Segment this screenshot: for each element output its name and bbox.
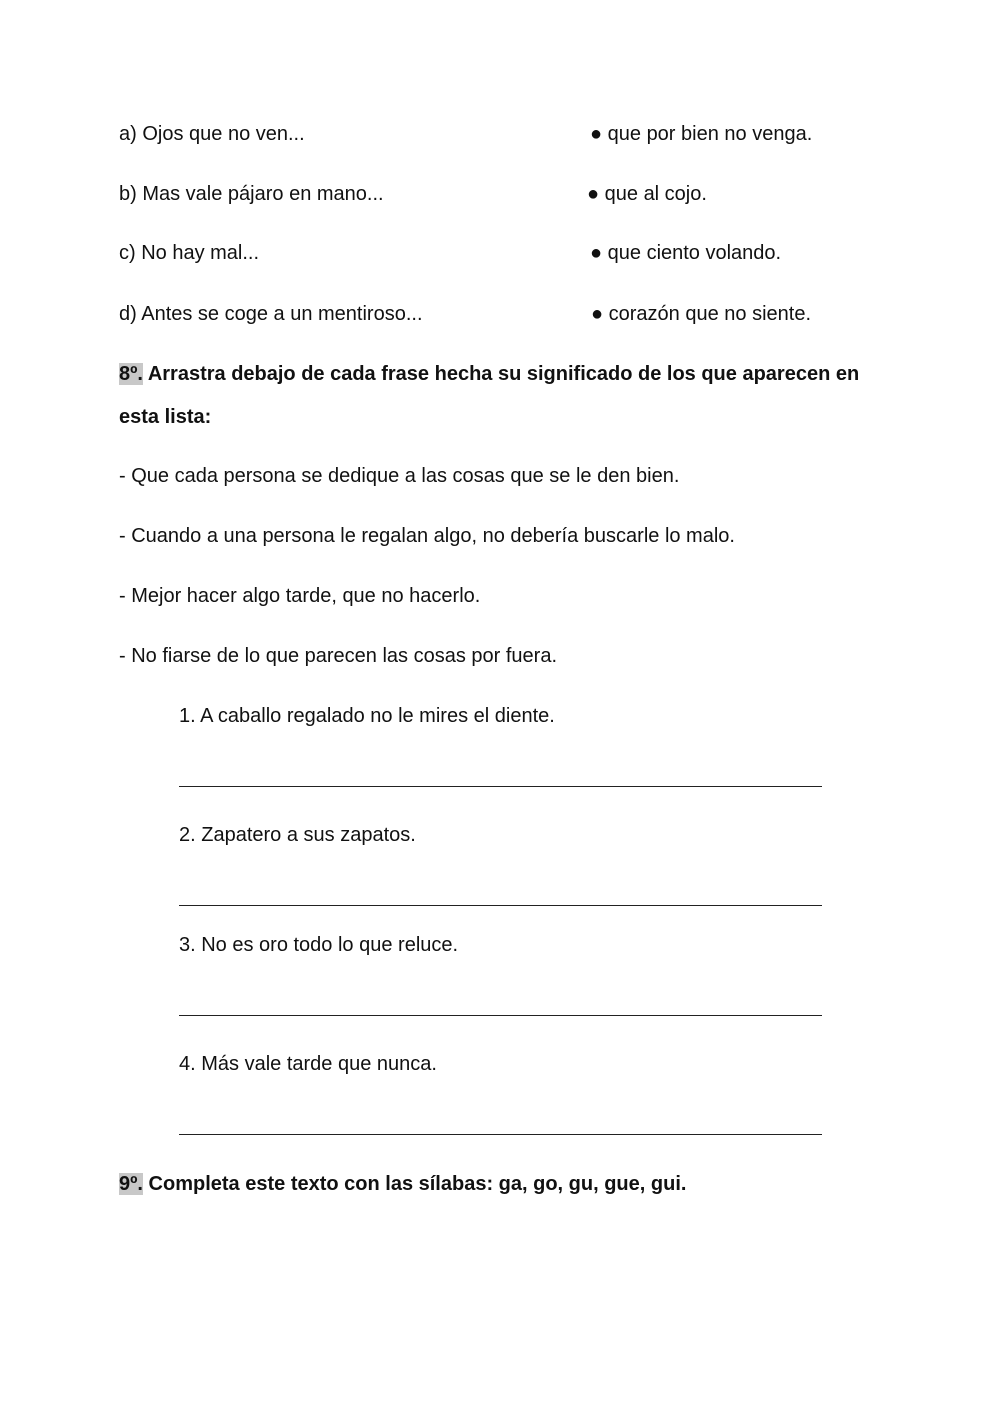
exercise-9-heading (119, 1172, 686, 1196)
answer-drop-zone-4[interactable] (179, 1100, 822, 1136)
exercise-9-instruction: Completa este texto con las sílabas: ga, go, gu, gue, gui. (148, 1173, 687, 1195)
answer-line-1 (179, 786, 822, 787)
answer-line-2 (179, 905, 822, 906)
matching-right-item-3[interactable]: ● que ciento volando. (590, 242, 782, 264)
exercise-8-instruction-cont: esta lista: (119, 406, 212, 428)
meaning-item-4[interactable]: - No fiarse de lo que parecen las cosas por fuera. (119, 645, 558, 667)
exercise-8-heading (119, 362, 859, 386)
answer-drop-zone-2[interactable] (179, 871, 822, 907)
phrase-1: 1. A caballo regalado no le mires el diente. (179, 705, 555, 727)
matching-right-item-2[interactable]: ● que al cojo. (587, 183, 707, 205)
exercise-8-number: 8º. (119, 363, 143, 385)
matching-left-item-d: d) Antes se coge a un mentiroso... (119, 303, 423, 325)
answer-line-3 (179, 1015, 822, 1016)
matching-left-item-b: b) Mas vale pájaro en mano... (119, 183, 384, 205)
answer-line-4 (179, 1134, 822, 1135)
matching-right-item-1[interactable]: ● que por bien no venga. (590, 123, 813, 145)
exercise-8-instruction: Arrastra debajo de cada frase hecha su significado de los que aparecen en (147, 363, 860, 385)
phrase-2: 2. Zapatero a sus zapatos. (179, 824, 416, 846)
answer-drop-zone-1[interactable] (179, 752, 822, 788)
matching-right-item-4[interactable]: ● corazón que no siente. (591, 303, 811, 325)
matching-left-item-c: c) No hay mal... (119, 242, 260, 264)
phrase-3: 3. No es oro todo lo que reluce. (179, 934, 459, 956)
answer-drop-zone-3[interactable] (179, 981, 822, 1017)
matching-left-item-a: a) Ojos que no ven... (119, 123, 305, 145)
phrase-4: 4. Más vale tarde que nunca. (179, 1053, 437, 1075)
meaning-item-1[interactable]: - Que cada persona se dedique a las cosas que se le den bien. (119, 465, 680, 487)
meaning-item-3[interactable]: - Mejor hacer algo tarde, que no hacerlo. (119, 585, 481, 607)
meaning-item-2[interactable]: - Cuando a una persona le regalan algo, no debería buscarle lo malo. (119, 525, 735, 547)
exercise-9-number: 9º. (119, 1173, 143, 1195)
